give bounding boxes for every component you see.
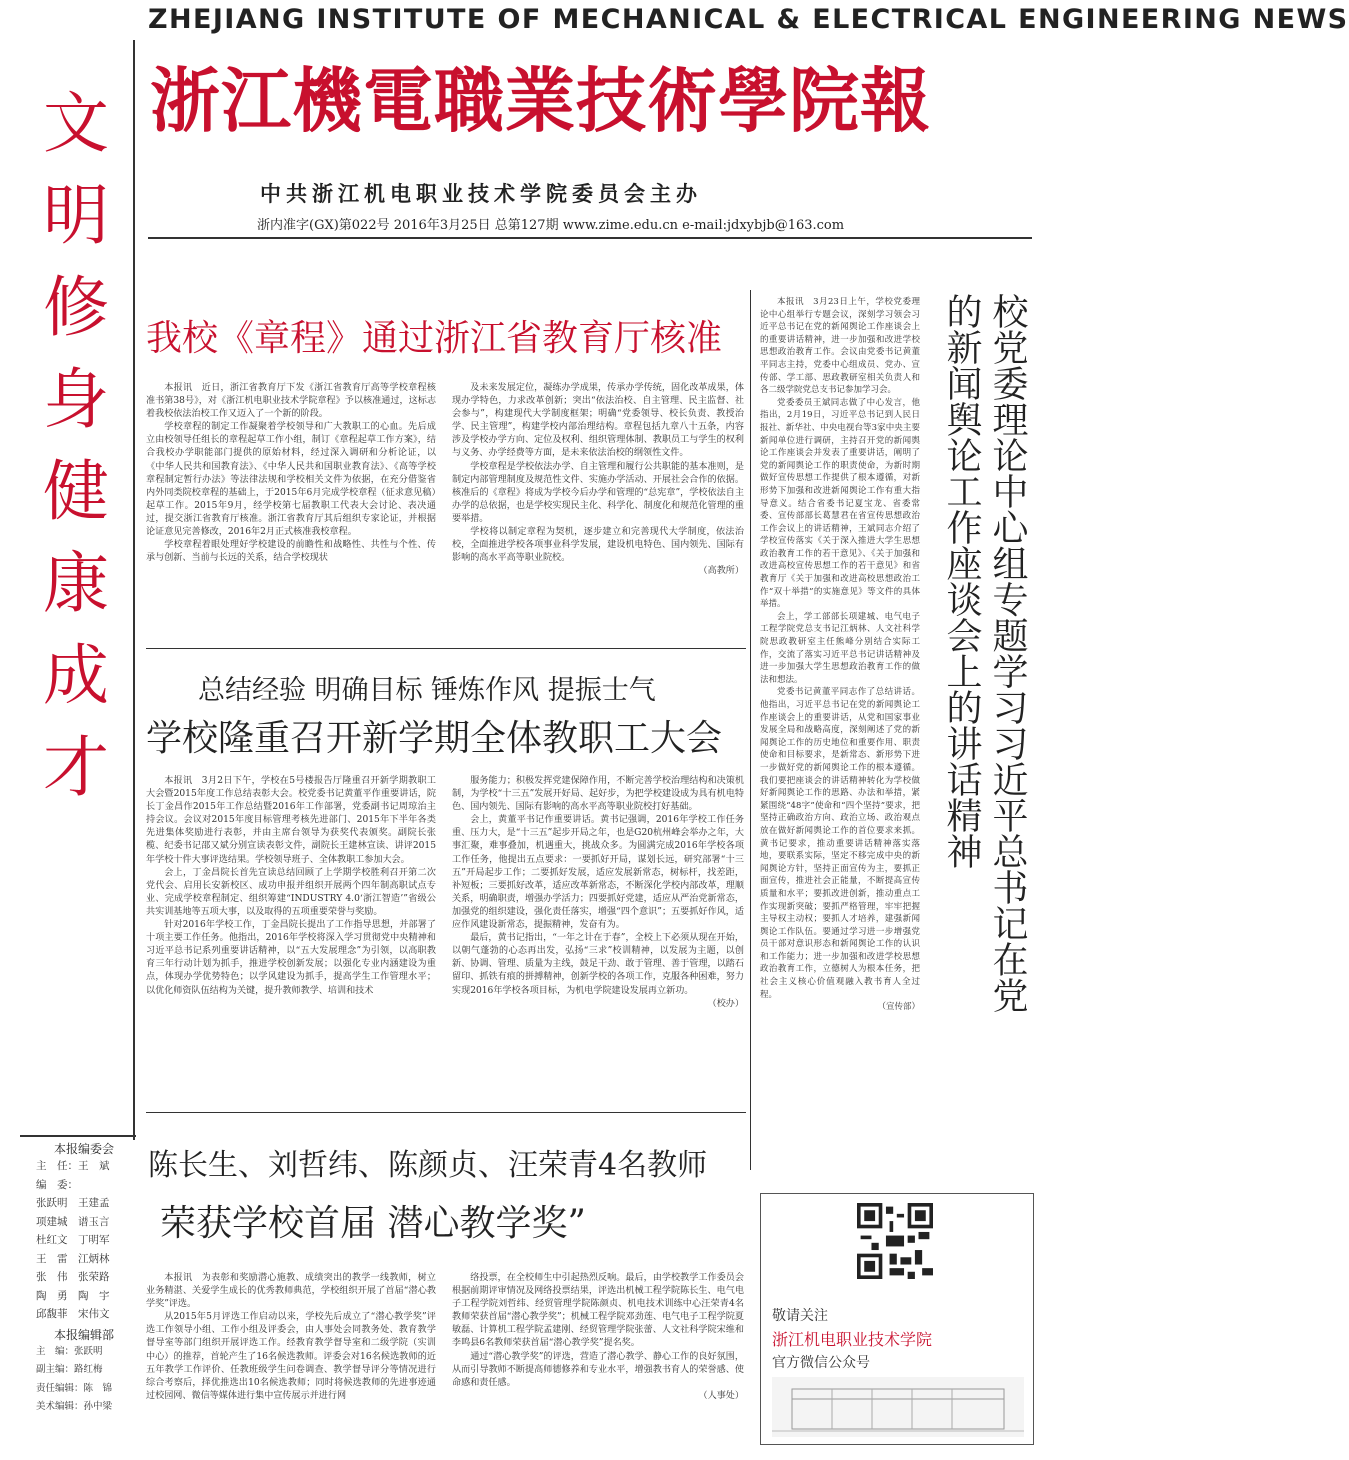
board-member-row: 杜红文 丁明军 bbox=[36, 1234, 110, 1246]
slogan-char: 健 bbox=[43, 453, 109, 530]
slogan-char: 身 bbox=[43, 361, 109, 438]
masthead-title: 浙江機電職業技術學院報 bbox=[150, 59, 931, 142]
issue-line: 浙内准字(GX)第022号 2016年3月25日 总第127期 www.zime.edu.cn e-mail:jdxybjb@163.com bbox=[257, 218, 845, 233]
article1-col2: 及未来发展定位，凝练办学成果，传承办学传统，固化改革成果，体现办学特色，力求改革创新；突出“依法治校、自主管理、民主监督、社会参与”，构建现代大学制度框架；明确“党委领导、校长负责、教授治学、民主管理”，构建学校内部治理结构。章程包括九章八十五条，内容涉及学校办学方向、定位及权利、组织管理体制、教职员工与学生的权利与义务、办学经费等方面，是未来依法治校的纲领性文件。 学校章程是学校依法办学、自主管理和履行公共职能的基本准则，是制定内部管理制度及规范性文件、实施办学活动、开展社会合作的依据。核准后的《章程》将成为学校今后办学和管理的“总宪章”，学校依法自主办学的总依据，也是学校实现民主化、科学化、制度化和规范化管理的重要举措。 学校将以制定章程为契机，逐步建立和完善现代大学制度，依法治校，全面推进学校各项事业科学发展，建设机电特色、国内领先、国际有影响的高水平高等职业院校。 （高教所） bbox=[452, 382, 744, 644]
staff-line: 美术编辑：孙中梁 bbox=[36, 1401, 113, 1412]
board-member-row: 邱馥菲 宋伟文 bbox=[36, 1308, 110, 1320]
board-director: 主 任：王 斌 bbox=[36, 1160, 110, 1172]
right-divider bbox=[750, 290, 751, 1170]
article3-headline: 校党委理论中心组专题学习习近平总书记在党的新闻舆论工作座谈会上的讲话精神 bbox=[941, 293, 1028, 1013]
article4-byline: （人事处） bbox=[698, 1390, 744, 1401]
article1-col1: 本报讯 近日，浙江省教育厅下发《浙江省教育厅高等学校章程核准书第38号》，对《浙江机电职业技术学院章程》予以核准通过，这标志着我校依法治校工作又迈入了一个新的阶段。 学校章程的制定工作凝聚着学校领导和广大教职工的心血。先后成立由校领导任组长的章程起草工作小组，制订《章程起草工作方案》，结合我校办学职能部门提供的原始材料，经过深入调研和分析论证，以《中华人民共和国教育法》、《中华人民共和国职业教育法》、《高等学校章程制定暂行办法》等法律法规和学校相关文件为依据，在充分借鉴省内外同类院校章程的基础上，于2015年6月完成学校章程（征求意见稿）起草工作。2015年9月，经学校第七届教职工代表大会讨论、表决通过，提交浙江省教育厅核准。浙江省教育厅其后组织专家论证，并根据论证意见完善修改，2016年2月正式核准我校章程。 学校章程着眼处理好学校建设的前瞻性和战略性、共性与个性、传承与创新、当前与长远的关系，结合学校现状 bbox=[146, 383, 436, 564]
article1-byline: （高教所） bbox=[698, 566, 744, 577]
masthead-english: ZHEJIANG INSTITUTE OF MECHANICAL & ELECTRICAL ENGINEERING NEWS bbox=[148, 4, 1349, 35]
article4-col1: 本报讯 为表彰和奖励潜心施教、成绩突出的教学一线教师，树立业务精湛、关爱学生成长的优秀教师典范，学校组织开展了首届“潜心教学奖”评选。 从2015年5月评选工作启动以来，学校先后成立了“潜心教学奖”评选工作领导小组、工作小组及评委会，由人事处会同教务处、教育教学督导室等部门组织开展评选工作。经教育教学督导室和二级学院（实训中心）的推荐，首轮产生了16名候选教师。评委会对16名候选教师的近五年教学工作评价、任教班级学生问卷调查、教学督导评分等情况进行综合考察后，择优推选出10名候选教师；同时将候选教师的先进事迹通过校园网、微信等媒体进行集中宣传展示并进行网 bbox=[146, 1273, 436, 1401]
staff-line: 副主编：路红梅 bbox=[36, 1364, 103, 1375]
staff-line: 主 编：张跃明 bbox=[36, 1345, 103, 1357]
article2-rule bbox=[146, 1112, 746, 1113]
slogan-char: 才 bbox=[43, 729, 109, 806]
board-member-row: 项建城 谱玉言 bbox=[36, 1215, 110, 1228]
article1-rule bbox=[146, 648, 746, 649]
slogan bbox=[30, 78, 122, 814]
sponsor-line: 中共浙江机电职业技术学院委员会主办 bbox=[260, 182, 702, 206]
article1-headline: 我校《章程》通过浙江省教育厅核准 bbox=[146, 318, 723, 359]
article4-col2: 络投票，在全校师生中引起热烈反响。最后，由学校教学工作委员会根据前期评审情况及网络投票结果，评选出机械工程学院陈长生、电气电子工程学院刘哲纬、经贸管理学院陈颜贞、机电技术训练中心汪荣青4名教师荣获首届“潜心教学奖”；机械工程学院邓劲莲、电气电子工程学院夏敏磊、计算机工程学院孟建刚、经贸管理学院张蕾、人文社科学院宋维和李鸣县6名教师荣获首届“潜心教学奖”提名奖。 通过“潜心教学奖”的评选，营造了潜心教学、静心工作的良好氛围，从而引导教师不断提高师德修养和专业水平，增强教书育人的荣誉感、使命感和责任感。 （人事处） bbox=[452, 1272, 744, 1452]
staff-line: 责任编辑：陈 锦 bbox=[36, 1382, 113, 1394]
wechat-line2: 浙江机电职业技术学院 bbox=[772, 1330, 933, 1349]
article2-col2: 服务能力；积极发挥党建保障作用，不断完善学校治理结构和决策机制，为学校“十三五”发展开好局、起好步，为把学校建设成为具有机电特色、国内领先、国际有影响的高水平高等职业院校打好基础。 会上，黄董平书记作重要讲话。黄书记强调，2016年学校工作任务重、压力大，是“十三五”起步开局之年，也是G20杭州峰会举办之年，大事汇聚，难事叠加，机遇重大，挑战众多。为圆满完成2016年学校各项工作任务，他提出五点要求：一要抓好开局，谋划长远，研究部署“十三五”开局起步工作；二要抓好发展，适应发展新常态，树标杆，找差距，补短板；三要抓好改革，适应改革新常态，不断深化学校内部改革，理顺关系，明确职责，增强办学活力；四要抓好党建，适应从严治党新常态，加强党的组织建设，强化责任落实，增强“四个意识”；五要抓好作风，适应作风建设新常态，提振精神，发奋有为。 最后，黄书记指出，“一年之计在于春”，全校上下必须从现在开始，以朝气蓬勃的心态再出发，弘扬“三求”校训精神，以发展为主题，以创新、协调、管理、质量为主线，鼓足干劲、敢于管理、善于管理，以踏石留印、抓铁有痕的拼搏精神，创新学校的各项工作，克服各种困难，努力实现2016年学校各项目标，为机电学院建设发展再立新功。 （校办） bbox=[452, 775, 744, 1107]
left-divider bbox=[133, 40, 135, 1140]
slogan-char: 成 bbox=[43, 637, 109, 714]
slogan-char: 修 bbox=[43, 269, 109, 346]
qr-code-icon[interactable] bbox=[857, 1203, 933, 1279]
article4-headline-line2: 荣获学校首届 潜心教学奖” bbox=[160, 1203, 586, 1244]
slogan-char: 明 bbox=[43, 177, 109, 254]
article4-headline-line1: 陈长生、刘哲纬、陈颜贞、汪荣青4名教师 bbox=[148, 1148, 708, 1183]
masthead-rule bbox=[148, 237, 1032, 239]
article2-kicker: 总结经验 明确目标 锤炼作风 提振士气 bbox=[198, 675, 656, 706]
article2-col1: 本报讯 3月2日下午，学校在5号楼报告厅隆重召开新学期教职工大会暨2015年度工作总结表彰大会。校党委书记黄董平作重要讲话，院长丁金昌作2015年工作总结暨2016年工作部署，党委副书记周琼治主持会议。会议对2015年度目标管理考核先进部门、2015年下半年各类先进集体奖励进行表彰，并由主席台领导为获奖代表颁奖。副院长张榄、纪委书记邵又斌分别宣读表彰文件，副院长王建林宣读、讲评2015年学校十件大事评选结果。学校领导班子、全体教职工参加大会。 会上，丁金昌院长首先宣读总结回顾了上学期学校胜利召开第二次党代会、启用长安新校区、成功申报并组织开展两个四年制高职试点专业、完成学校章程制定、组织筹建“INDUSTRY 4.0‘浙江智造’”省级公共实训基地等五项大事，以及取得的五项重要荣誉与奖励。 针对2016年学校工作，丁金昌院长提出了工作指导思想，并部署了十项主要工作任务。他指出，2016年学校将深入学习贯彻党中央精神和习近平总书记系列重要讲话精神，以“五大发展理念”为引领，以高职教育三年行动计划为抓手，推进学校创新发展；以强化专业内涵建设为重点，体现办学优势特色；以学风建设为抓手，提高学生工作管理水平；以优化师资队伍结构为关键，提升教师教学、培训和技术 bbox=[146, 776, 436, 996]
dept-title: 本报编辑部 bbox=[53, 1327, 114, 1342]
board-title: 本报编委会 bbox=[53, 1142, 114, 1156]
board-member-row: 陶 勇 陶 宇 bbox=[36, 1289, 110, 1302]
article3-body: 本报讯 3月23日上午，学校党委理论中心组举行专题会议，深刻学习领会习近平总书记在党的新闻舆论工作座谈会上的重要讲话精神，进一步加强和改进学校思想政治教育工作。会议由党委书记黄董平同志主持，党委中心组成员、党办、宣传部、学工部、思政教研室相关负责人和各二级学院党总支书记参加学习会。 党委委员王斌同志做了中心发言，他指出，2月19日，习近平总书记到人民日报社、新华社、中央电视台等3家中央主要新闻单位进行调研，主持召开党的新闻舆论工作座谈会并发表了重要讲话，阐明了党的新闻舆论工作的职责使命，为新时期做好宣传思想工作提供了根本遵循，对新形势下加强和改进新闻舆论工作有重大指导意义。结合省委书记夏宝龙、省委常委、宣传部部长葛慧君在省宣传思想政治工作会议上的讲话精神，王斌同志介绍了学校宣传落实《关于深入推进大学生思想政治教育工作的若干意见》、《关于加强和改进高校宣传思想工作的若干意见》和省教育厅《关于加强和改进高校思想政治工作“双十举措”的实施意见》等文件的具体举措。 会上，学工部部长项建城、电气电子工程学院党总支书记江炳林、人文社科学院思政教研室主任熊峰分别结合实际工作，交流了落实习近平总书记讲话精神及进一步加强大学生思想政治教育工作的做法和想法。 党委书记黄董平同志作了总结讲话。他指出，习近平总书记在党的新闻舆论工作座谈会上的重要讲话，从党和国家事业发展全局和战略高度，深刻阐述了党的新闻舆论工作的历史地位和重要作用、职责使命和目标要求，是新常态、新形势下进一步做好党的新闻舆论工作的根本遵循。我们要把座谈会的讲话精神转化为学校做好新闻舆论工作的思路、办法和举措，紧紧围绕“48字”使命和“四个坚持”要求，把坚持正确政治方向、政治立场、政治观点放在做好新闻舆论工作的首位要求来抓。黄书记要求，推动重要讲话精神落实落地，要联系实际，坚定不移完成中央的新闻舆论方针，坚持正面宣传为主，要抓正面宣传，推进社会正能量，不断提高宣传质量和水平；要抓改进创新，推动重点工作实现新突破；要抓严格管理，牢牢把握主导权主动权；要抓人才培养，建强新闻舆论工作队伍。要通过学习进一步增强党员干部对意识形态和新闻舆论工作的认识和工作能力；进一步加强和改进学校思想政治教育工作，立德树人为根本任务，把社会主义核心价值观融入教书育人全过程。 （宣传部） bbox=[760, 297, 920, 1013]
wechat-line1: 敬请关注 bbox=[772, 1308, 828, 1324]
board-top-rule bbox=[20, 1135, 136, 1137]
article2-byline: （校办） bbox=[707, 998, 744, 1009]
editorial-board bbox=[36, 1140, 132, 1417]
campus-building-icon bbox=[772, 1377, 1024, 1437]
article2-headline: 学校隆重召开新学期全体教职工大会 bbox=[146, 718, 723, 759]
board-member-row: 张 伟 张荣路 bbox=[36, 1271, 110, 1283]
slogan-char: 文 bbox=[43, 85, 109, 162]
board-member-row: 王 雷 江炳林 bbox=[36, 1252, 110, 1265]
article3-byline: （宣传部） bbox=[877, 1002, 920, 1013]
board-member-row: 张跃明 王建孟 bbox=[36, 1197, 110, 1209]
slogan-char: 康 bbox=[43, 545, 109, 622]
wechat-line3: 官方微信公众号 bbox=[772, 1355, 870, 1371]
board-members-label: 编 委： bbox=[36, 1178, 78, 1191]
